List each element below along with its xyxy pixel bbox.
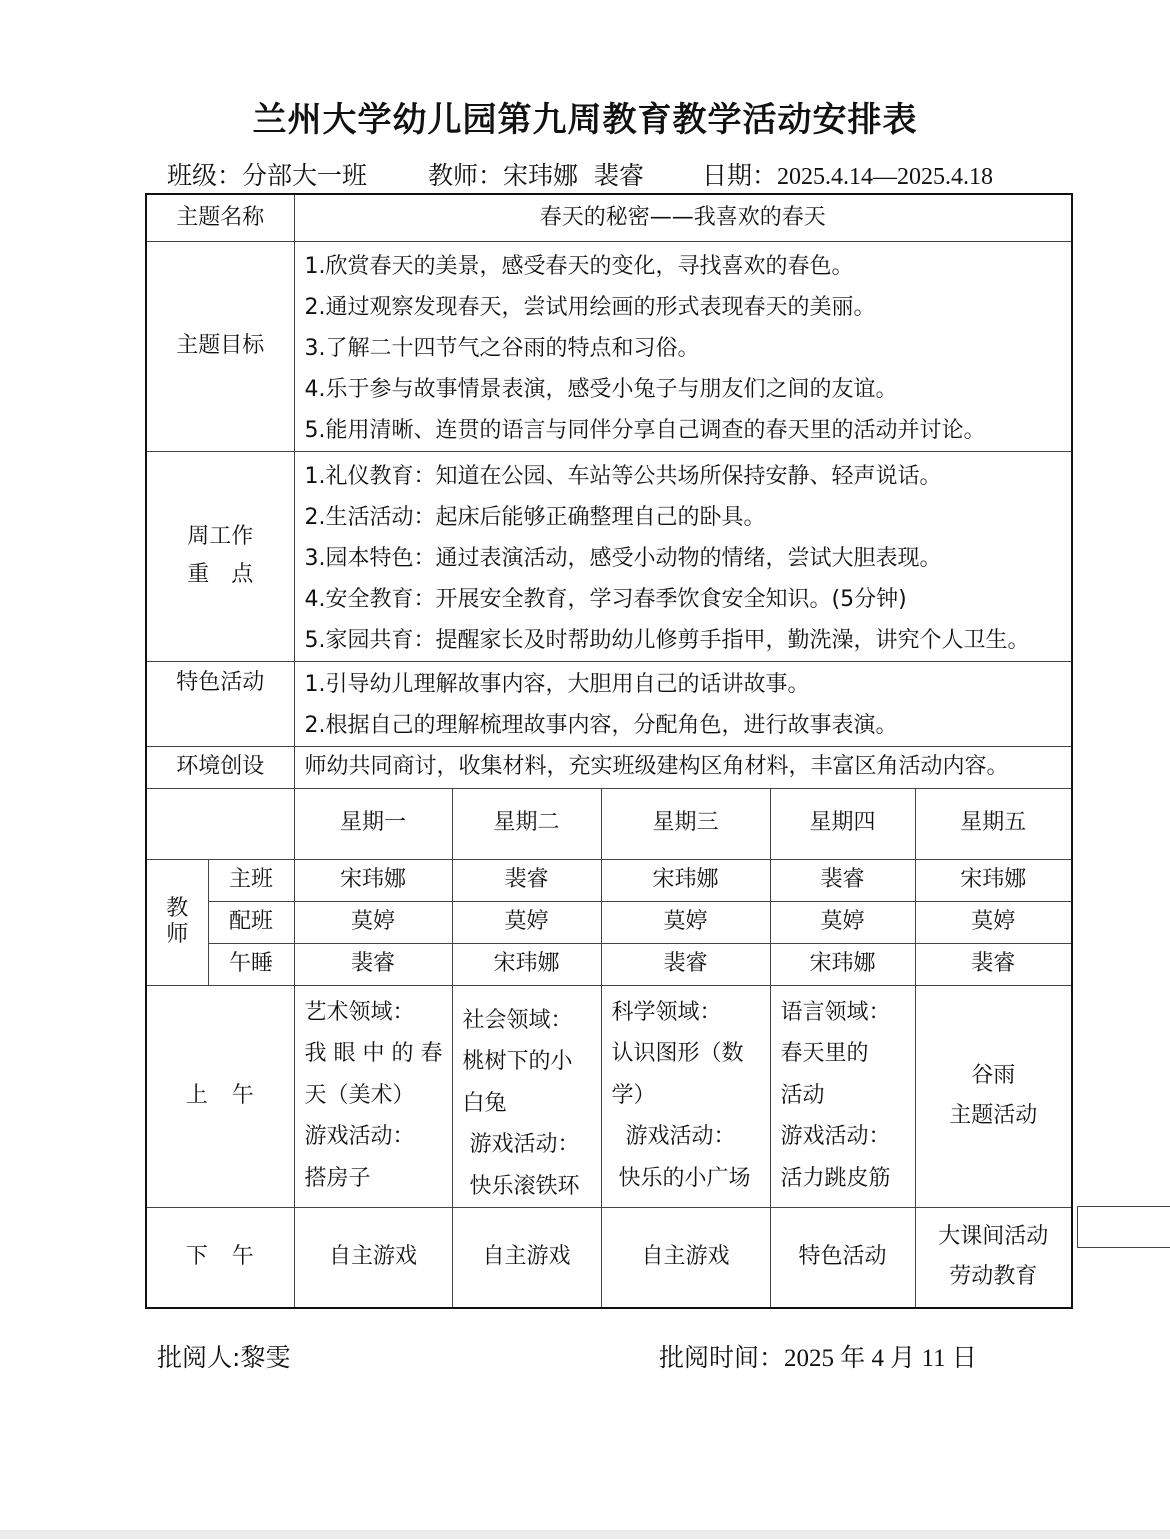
- page-bottom-strip: [0, 1530, 1170, 1539]
- special-item: 1.引导幼儿理解故事内容，大胆用自己的话讲故事。: [304, 671, 810, 697]
- focus-label-line2: 重 点: [187, 562, 254, 587]
- focus-label: [146, 451, 294, 661]
- teacher-role: 主班: [208, 859, 294, 901]
- teacher-label: 教师：: [428, 161, 504, 190]
- morning-line: 白兔: [462, 1090, 507, 1116]
- morning-line: 科学领域：: [611, 999, 722, 1025]
- day-header: 星期四: [770, 788, 915, 859]
- goal-item: 3.了解二十四节气之谷雨的特点和习俗。: [304, 335, 700, 361]
- teacher-group-label-line2: 师: [166, 922, 189, 947]
- teacher-row-nap: [146, 943, 1072, 985]
- teacher-name: 莫婷: [601, 901, 770, 943]
- teacher-name: 莫婷: [452, 901, 601, 943]
- morning-line: 游戏活动：: [780, 1124, 891, 1149]
- goal-item: 1.欣赏春天的美景，感受春天的变化，寻找喜欢的春色。: [304, 253, 854, 279]
- morning-label: 上 午: [146, 985, 294, 1208]
- review-time-value: 2025 年 4 月 11 日: [784, 1345, 977, 1372]
- day-header: 星期一: [294, 788, 452, 859]
- date-label: 日期：: [702, 161, 778, 190]
- morning-line: 学）: [611, 1082, 656, 1108]
- afternoon-line: 大课间活动: [938, 1223, 1049, 1249]
- morning-line: 谷雨: [971, 1062, 1016, 1088]
- margin-box: [1077, 1206, 1170, 1248]
- teacher-name: 裴睿: [915, 943, 1072, 985]
- reviewer-label: 批阅人:: [157, 1343, 241, 1372]
- teacher-group-label: [146, 859, 208, 985]
- special-label: 特色活动: [146, 661, 294, 746]
- focus-item: 2.生活活动：起床后能够正确整理自己的卧具。: [304, 504, 766, 530]
- special-item: 2.根据自己的理解梳理故事内容，分配角色，进行故事表演。: [304, 712, 898, 738]
- morning-row: [146, 985, 1072, 1208]
- morning-line: 游戏活动：: [462, 1132, 580, 1157]
- afternoon-cell: 自主游戏: [601, 1208, 770, 1308]
- date-info: [702, 156, 993, 190]
- afternoon-cell-fri: [915, 1208, 1072, 1308]
- teacher-value: 宋玮娜 裴睿: [503, 161, 644, 190]
- teacher-name: 裴睿: [601, 943, 770, 985]
- morning-line: 搭房子: [304, 1165, 371, 1191]
- afternoon-cell: 自主游戏: [294, 1208, 452, 1308]
- morning-cell-mon: [294, 985, 452, 1208]
- teacher-name: 宋玮娜: [770, 943, 915, 985]
- teacher-name: 宋玮娜: [452, 943, 601, 985]
- schedule-table: [145, 193, 1073, 1309]
- reviewer-name: 黎雯: [240, 1343, 291, 1372]
- morning-line: 春天里的: [780, 1041, 869, 1066]
- afternoon-label: 下 午: [146, 1208, 294, 1308]
- class-info: [167, 156, 367, 190]
- teacher-name: 莫婷: [915, 901, 1072, 943]
- day-header: 星期三: [601, 788, 770, 859]
- teacher-name: 裴睿: [770, 859, 915, 901]
- teacher-name: 宋玮娜: [601, 859, 770, 901]
- teacher-row-assist: [146, 901, 1072, 943]
- afternoon-cell: 特色活动: [770, 1208, 915, 1308]
- teacher-name: 裴睿: [294, 943, 452, 985]
- teacher-name: 莫婷: [294, 901, 452, 943]
- theme-row: [146, 194, 1072, 241]
- environment-label: 环境创设: [146, 746, 294, 788]
- morning-line: 游戏活动：: [304, 1124, 415, 1149]
- morning-line: 快乐滚铁环: [462, 1173, 580, 1199]
- goal-item: 2.通过观察发现春天，尝试用绘画的形式表现春天的美丽。: [304, 294, 876, 320]
- morning-line: 语言领域：: [780, 999, 891, 1025]
- focus-item: 3.园本特色：通过表演活动，感受小动物的情绪，尝试大胆表现。: [304, 545, 942, 571]
- afternoon-line: 劳动教育: [949, 1264, 1038, 1290]
- focus-label-line1: 周工作: [187, 523, 254, 549]
- day-header: 星期五: [915, 788, 1072, 859]
- teacher-name: 宋玮娜: [915, 859, 1072, 901]
- focus-item: 5.家园共育：提醒家长及时帮助幼儿修剪手指甲，勤洗澡，讲究个人卫生。: [304, 627, 1030, 653]
- afternoon-row: [146, 1208, 1072, 1308]
- special-row: [146, 661, 1072, 746]
- morning-line: 我 眼 中 的 春: [304, 1041, 443, 1066]
- theme-value: 春天的秘密——我喜欢的春天: [294, 194, 1072, 241]
- morning-line: 社会领域：: [462, 1007, 573, 1033]
- morning-cell-wed: [601, 985, 770, 1208]
- teacher-group-label-line1: 教: [166, 895, 189, 921]
- morning-cell-tue: [452, 985, 601, 1208]
- goal-item: 5.能用清晰、连贯的语言与同伴分享自己调查的春天里的活动并讨论。: [304, 417, 986, 443]
- environment-row: [146, 746, 1072, 788]
- focus-row: [146, 451, 1072, 661]
- class-label: 班级：: [167, 161, 243, 190]
- morning-line: 艺术领域：: [304, 999, 415, 1025]
- focus-item: 4.安全教育：开展安全教育，学习春季饮食安全知识。(5分钟): [304, 586, 907, 612]
- goals-list: [294, 241, 1072, 451]
- review-time-label: 批阅时间：: [659, 1343, 785, 1372]
- focus-list: [294, 451, 1072, 661]
- teacher-info: [428, 156, 644, 190]
- focus-item: 1.礼仪教育：知道在公园、车站等公共场所保持安静、轻声说话。: [304, 463, 942, 489]
- morning-line: 桃树下的小: [462, 1049, 573, 1074]
- morning-cell-thu: [770, 985, 915, 1208]
- special-list: [294, 661, 1072, 746]
- morning-line: 活动: [780, 1082, 825, 1108]
- morning-line: 快乐的小广场: [611, 1165, 751, 1191]
- goal-item: 4.乐于参与故事情景表演，感受小兔子与朋友们之间的友谊。: [304, 376, 898, 402]
- teacher-role: 配班: [208, 901, 294, 943]
- afternoon-cell: 自主游戏: [452, 1208, 601, 1308]
- class-value: 分部大一班: [242, 161, 368, 190]
- teacher-name: 莫婷: [770, 901, 915, 943]
- day-header: 星期二: [452, 788, 601, 859]
- morning-line: 活力跳皮筋: [780, 1165, 891, 1191]
- teacher-role: 午睡: [208, 943, 294, 985]
- teacher-name: 宋玮娜: [294, 859, 452, 901]
- environment-value: 师幼共同商讨，收集材料，充实班级建构区角材料，丰富区角活动内容。: [294, 746, 1072, 788]
- corner-cell: [146, 788, 294, 859]
- morning-line: 游戏活动：: [611, 1124, 736, 1149]
- days-header-row: [146, 788, 1072, 859]
- morning-line: 认识图形（数: [611, 1041, 744, 1066]
- theme-label: 主题名称: [146, 194, 294, 241]
- teacher-row-main: [146, 859, 1072, 901]
- morning-line: 主题活动: [949, 1103, 1038, 1129]
- teacher-name: 裴睿: [452, 859, 601, 901]
- document-title: 兰州大学幼儿园第九周教育教学活动安排表: [252, 100, 918, 140]
- goals-label: 主题目标: [146, 241, 294, 451]
- morning-cell-fri: [915, 985, 1072, 1208]
- reviewer-info: [157, 1338, 290, 1374]
- date-value: 2025.4.14—2025.4.18: [777, 164, 994, 190]
- goals-row: [146, 241, 1072, 451]
- review-time-info: [659, 1338, 977, 1374]
- morning-line: 天（美术）: [304, 1082, 415, 1108]
